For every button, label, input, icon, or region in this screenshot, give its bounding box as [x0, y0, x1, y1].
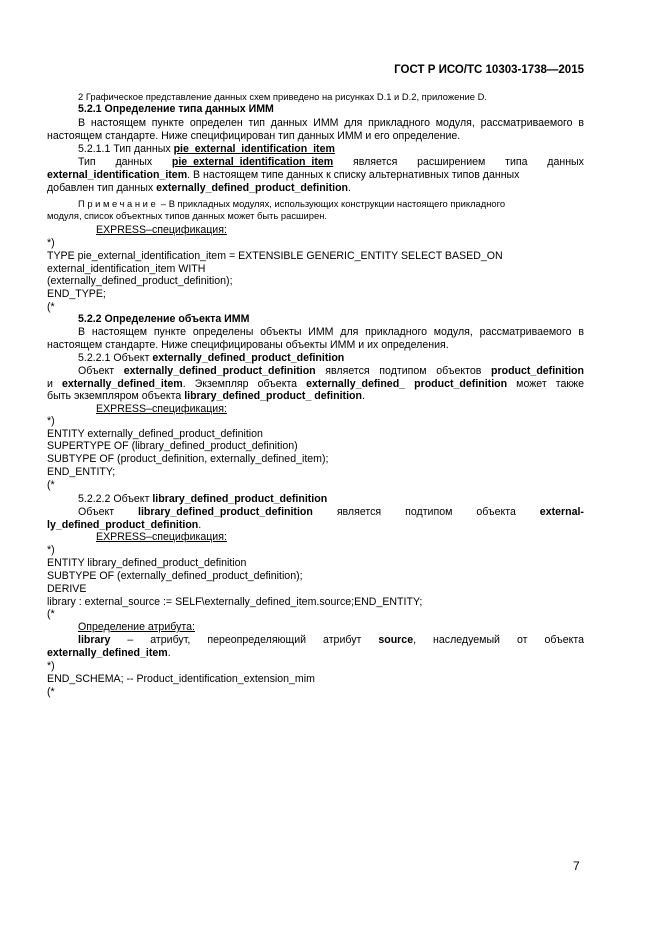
code-line: SUPERTYPE OF (library_defined_product_definition) — [47, 440, 298, 452]
note-2: 2 Графическое представление данных схем приведено на рисунках D.1 и D.2, приложение D. — [78, 91, 487, 102]
paragraph-line: externally_defined_item. — [47, 647, 171, 659]
code-line: (* — [47, 608, 55, 620]
express-spec-label: EXPRESS–спецификация: — [96, 224, 227, 236]
document-header: ГОСТ Р ИСО/ТС 10303-1738—2015 — [394, 64, 584, 76]
express-spec-label: EXPRESS–спецификация: — [96, 531, 227, 543]
section-heading-5-2-2: 5.2.2 Определение объекта ИММ — [78, 313, 250, 325]
paragraph-line: Объект externally_defined_product_definition является подтипом объектов product_definition — [78, 365, 584, 377]
code-line: (* — [47, 479, 55, 491]
paragraph-line: быть экземпляром объекта library_defined_product_ definition. — [47, 390, 365, 402]
code-line: DERIVE — [47, 583, 87, 595]
code-line: END_SCHEMA; -- Product_identification_extension_mim — [47, 673, 315, 685]
subsection-5-2-1-1: 5.2.1.1 Тип данных pie_external_identification_item — [78, 143, 335, 155]
express-spec-label: EXPRESS–спецификация: — [96, 403, 227, 415]
page-number: 7 — [573, 859, 580, 873]
code-line: *) — [47, 237, 55, 249]
code-line: ENTITY externally_defined_product_definition — [47, 428, 263, 440]
paragraph-line: В настоящем пункте определен тип данных ИММ для прикладного модуля, рассматриваемого в — [78, 117, 584, 129]
paragraph-line: external_identification_item. В настоящем типе данных к списку альтернативных типов данных — [47, 169, 520, 181]
paragraph-line: и externally_defined_item. Экземпляр объекта externally_defined_ product_definition может также — [47, 378, 584, 390]
attribute-definition-label: Определение атрибута: — [78, 621, 195, 633]
paragraph-line: добавлен тип данных externally_defined_product_definition. — [47, 182, 351, 194]
code-line: SUBTYPE OF (product_definition, externally_defined_item); — [47, 453, 329, 465]
code-line: *) — [47, 415, 55, 427]
code-line: *) — [47, 544, 55, 556]
code-line: (* — [47, 301, 55, 313]
code-line: END_ENTITY; — [47, 466, 116, 478]
paragraph-line: ly_defined_product_definition. — [47, 519, 202, 531]
code-line: library : external_source := SELF\externally_defined_item.source;END_ENTITY; — [47, 596, 423, 608]
paragraph-line: В настоящем пункте определены объекты ИММ для прикладного модуля, рассматриваемого в — [78, 326, 584, 338]
code-line: END_TYPE; — [47, 288, 106, 300]
paragraph-line: Тип данных pie_external_identification_item является расширением типа данных — [78, 156, 584, 168]
paragraph-line: Объект library_defined_product_definition является подтипом объекта external- — [78, 506, 584, 518]
code-line: external_identification_item WITH — [47, 263, 206, 275]
code-line: *) — [47, 660, 55, 672]
code-line: ENTITY library_defined_product_definition — [47, 557, 247, 569]
code-line: (externally_defined_product_definition); — [47, 275, 233, 287]
subsection-5-2-2-1: 5.2.2.1 Объект externally_defined_product_definition — [78, 352, 345, 364]
section-heading-5-2-1: 5.2.1 Определение типа данных ИММ — [78, 103, 274, 115]
code-line: SUBTYPE OF (externally_defined_product_definition); — [47, 570, 303, 582]
code-line: (* — [47, 686, 55, 698]
code-line: TYPE pie_external_identification_item = EXTENSIBLE GENERIC_ENTITY SELECT BASED_ON — [47, 250, 503, 262]
subsection-5-2-2-2: 5.2.2.2 Объект library_defined_product_definition — [78, 493, 328, 505]
note-line: модуля, список объектных типов данных может быть расширен. — [47, 210, 328, 221]
paragraph-line: настоящем стандарте. Ниже специфицированы объекты ИММ и их определения. — [47, 339, 449, 351]
paragraph-line: library – атрибут, переопределяющий атрибут source, наследуемый от объекта — [78, 634, 584, 646]
paragraph-line: настоящем стандарте. Ниже специфицирован тип данных ИММ и его определение. — [47, 130, 461, 142]
note-line: Примечание – В прикладных модулях, использующих конструкции настоящего прикладного — [78, 198, 506, 209]
